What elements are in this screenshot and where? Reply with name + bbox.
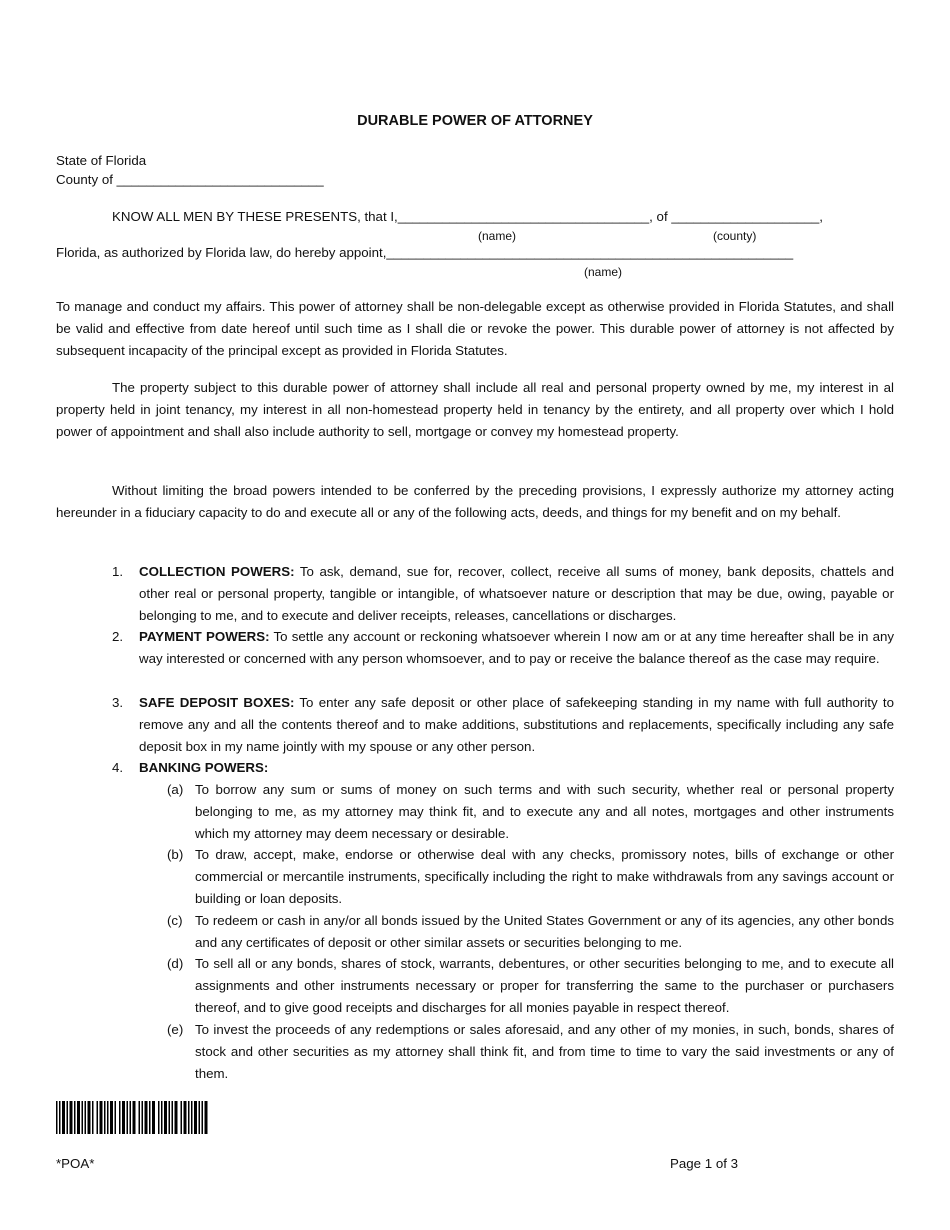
power-number: 2. [112, 629, 124, 644]
power-payment [139, 626, 894, 670]
paragraph-property: The property subject to this durable power of attorney shall include all real and personal property owned by me, my interest in al property held in joint tenancy, my interest in all non-homestead property held in tenancy by the entirety, and all property over which I hold power of appointment and shall also include authority to sell, mortgage or convey my homestead property. [56, 380, 894, 439]
banking-bonds: To redeem or cash in any/or all bonds issued by the United States Government or any of its agencies, any other bonds and any certificates of deposit or other similar assets or securities belonging to me. [195, 913, 894, 950]
banking-invest: To invest the proceeds of any redemptions or sales aforesaid, and any other of my monies, in such, bonds, shares of stock and other securities as my attorney shall think fit, and from time to time to vary the said investments or any of them. [195, 1022, 894, 1081]
power-heading: PAYMENT POWERS: [139, 629, 270, 644]
subitem-label: (a) [167, 782, 184, 797]
agent-name-caption: (name) [584, 265, 623, 279]
banking-sell-securities: To sell all or any bonds, shares of stock, warrants, debentures, or other securities belonging to me, and to execute all assignments and other instruments necessary or proper for transferring the same to the purchaser or purchasers thereof, and to give good receipts and discharges for all monies payable in respect thereof. [195, 956, 894, 1015]
power-number: 3. [112, 695, 124, 710]
state-line: State of Florida [56, 153, 147, 168]
page-number: Page 1 of 3 [670, 1156, 739, 1171]
paragraph-authorization: Without limiting the broad powers intended to be conferred by the preceding provisions, I expressly authorize my attorney acting hereunder in a fiduciary capacity to do and execute all or any of the following acts, deeds, and things for my benefit and on my behalf. [56, 483, 894, 520]
power-text: To ask, demand, sue for, recover, collect, receive all sums of money, bank deposits, chattels and other real or personal property, tangible or intangible, of whatsoever nature or description that may be due, owing, payable or belonging to me, and to execute and deliver receipts, releases, cancellations or discharges. [139, 564, 894, 623]
power-heading: BANKING POWERS: [139, 760, 269, 775]
subitem-label: (b) [167, 847, 184, 862]
subitem-label: (c) [167, 913, 183, 928]
county-line: County of ____________________________ [56, 172, 324, 187]
appointment-line-1: KNOW ALL MEN BY THESE PRESENTS, that I,__________________________________, of ____________________, [112, 209, 823, 224]
subitem-label: (d) [167, 956, 184, 971]
power-collection [139, 561, 894, 627]
paragraph-purpose: To manage and conduct my affairs. This power of attorney shall be non-delegable except as otherwise provided in Florida Statutes, and shall be valid and effective from date hereof until such time as I shall die or revoke the power. This durable power of attorney is not affected by subsequent incapacity of the principal except as provided in Florida Statutes. [56, 299, 894, 358]
subitem-label: (e) [167, 1022, 184, 1037]
power-number: 1. [112, 564, 124, 579]
power-number: 4. [112, 760, 124, 775]
banking-borrow: To borrow any sum or sums of money on such terms and with such security, whether real or personal property belonging to me, as my attorney may think fit, and to execute any and all notes, mortgages and other instruments which my attorney may deem necessary or desirable. [195, 782, 894, 841]
barcode-icon [56, 1101, 208, 1134]
power-banking [139, 757, 894, 779]
appointment-line-2: Florida, as authorized by Florida law, do hereby appoint,_______________________________________________________ [56, 245, 794, 260]
power-heading: SAFE DEPOSIT BOXES: [139, 695, 295, 710]
form-code: *POA* [56, 1156, 95, 1171]
power-text: To settle any account or reckoning whatsoever wherein I now am or at any time hereafter shall be in any way interested or concerned with any person whomsoever, and to pay or receive the balance thereof as the case may require. [139, 629, 895, 666]
document-title: DURABLE POWER OF ATTORNEY [357, 113, 593, 129]
name-caption: (name) [478, 229, 517, 243]
power-text: To enter any safe deposit or other place of safekeeping standing in my name with full authority to remove any and all the contents thereof and to make additions, substitutions and replacements, specifically including any safe deposit box in my name jointly with my spouse or any other person. [139, 695, 894, 754]
power-heading: COLLECTION POWERS: [139, 564, 295, 579]
banking-instruments: To draw, accept, make, endorse or otherwise deal with any checks, promissory notes, bills of exchange or other commercial or mercantile instruments, specifically including the right to make withdrawals from any savings account or building or loan deposits. [195, 847, 894, 906]
county-caption: (county) [713, 229, 757, 243]
power-safe-deposit [139, 692, 894, 758]
